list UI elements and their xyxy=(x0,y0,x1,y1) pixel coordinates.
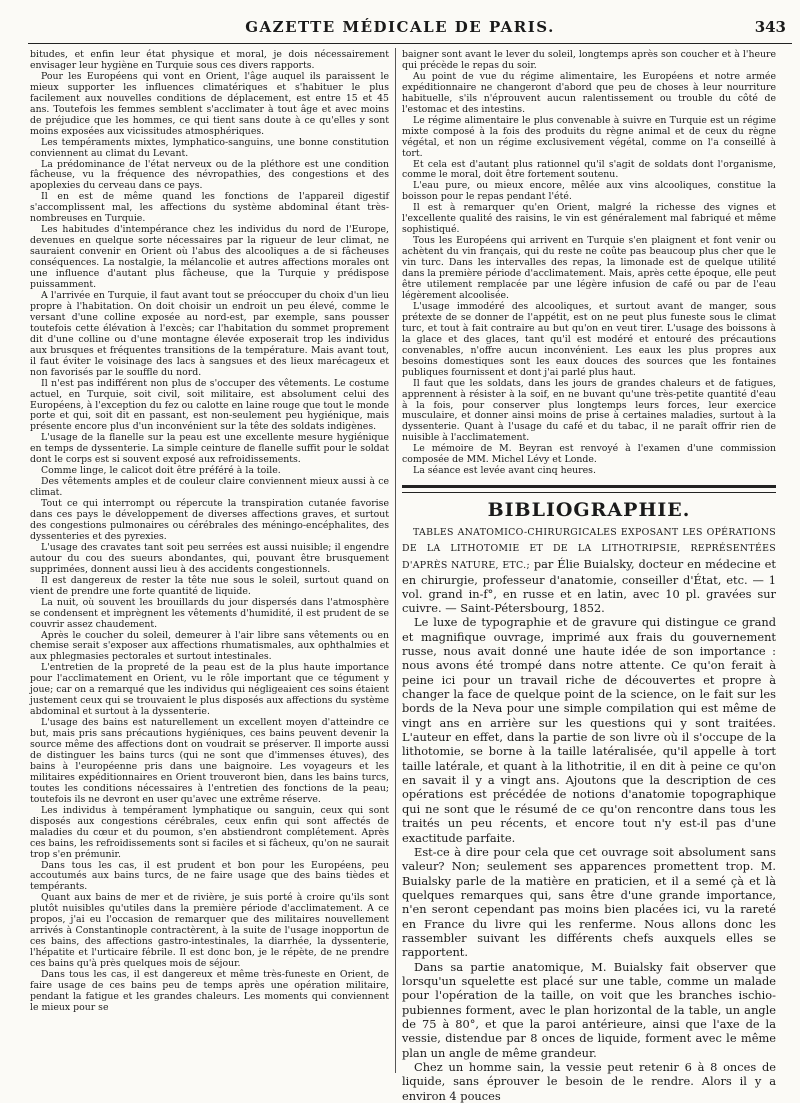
right-column xyxy=(402,49,776,1103)
paragraph: Tous les Européens qui arrivent en Turquie s'en plaignent et font venir ou achètent du vin français, qui du reste ne coûte pas beaucoup plus cher que le vin turc. Dans les intervalles des repas, la limonade est de quelque utilité dans la première période d'acclimatement. Mais, après cette époque, elle peut être utilement remplacée par une légère infusion de café ou par de l'eau légèrement alcoolisée. xyxy=(402,235,776,301)
paragraph: Il en est de même quand les fonctions de l'appareil digestif s'accomplissent mal, les affections du système abdominal étant très-nombreuses en Turquie. xyxy=(30,191,389,225)
paragraph: Au point de vue du régime alimentaire, les Européens et notre armée expéditionnaire ne changeront d'abord que peu de choses à leur nourriture habituelle, s'ils n'éprouvent aucun ralentissement ou trouble du côté de l'estomac et des intestins. xyxy=(402,70,776,115)
paragraph: L'usage immodéré des alcooliques, et surtout avant de manger, sous prétexte de se donner de l'appétit, est on ne peut plus funeste sous le climat turc, et tout à fait contraire au but qu'on en veut tirer. L'usage des boissons à la glace et des glaces, tant qu'il est modéré et entouré des précautions convenables, n'offre aucun inconvénient. Les eaux les plus propres aux besoins domestiques sont les eaux douces des sources que les fontaines publiques fournissent et dont j'ai parlé plus haut. xyxy=(402,300,776,378)
bibliography-reference xyxy=(402,524,776,615)
paragraph: Et cela est d'autant plus rationnel qu'il s'agit de soldats dont l'organisme, comme le moral, doit être fortement soutenu. xyxy=(402,158,776,181)
bibliography-body xyxy=(402,615,776,1103)
paragraph: Comme linge, le calicot doit être préféré à la toile. xyxy=(41,465,281,477)
page-number: 343 xyxy=(754,18,786,36)
paragraph: Le luxe de typographie et de gravure qui distingue ce grand et magnifique ouvrage, imprimé aux frais du gouvernement russe, nous avait donné une haute idée de son importance : nous avons été trompé dans notre attente. Ce qu'on ferait à peine ici pour un travail riche de découvertes et propre à changer la face de quelque point de la science, on le fait sur les bords de la Neva pour une simple compilation qui est même de vingt ans en arrière sur les questions qui y sont traitées. L'auteur en effet, dans la partie de son livre où il s'occupe de la lithotomie, se borne à la taille latéralisée, qu'il appelle à tort taille latérale, et quant à la lithotritie, il en dit à peine ce qu'on en savait il y a vingt ans. Ajoutons que la description de ces opérations est précédée de notions d'anatomie topographique qui ne sont que le résumé de ce qu'on rencontre dans tous les traités un peu récents, et encore tout n'y est-il pas d'une exactitude parfaite. xyxy=(402,615,776,845)
paragraph: Il n'est pas indifférent non plus de s'occuper des vêtements. Le costume actuel, en Turquie, soit civil, soit militaire, est absolument celui des Européens, à l'exception du fez ou calotte en laine rouge que tout le monde porte et qui, soit dit en passant, est non-seulement peu hygiénique, mais présente encore plus d'un inconvénient sur la tête des soldats indigènes. xyxy=(30,377,389,433)
paragraph: L'eau pure, ou mieux encore, mêlée aux vins alcooliques, constitue la boisson pour le repas pendant l'été. xyxy=(402,180,776,203)
column-divider xyxy=(395,48,396,1073)
paragraph: Il est dangereux de rester la tête nue sous le soleil, surtout quand on vient de prendre une forte quantité de liquide. xyxy=(30,574,389,597)
paragraph: L'usage des bains est naturellement un excellent moyen d'atteindre ce but, mais pris sans précautions hygiéniques, ces bains peuvent devenir la source même des affections dont on voudrait se préserver. Il importe aussi de distinguer les bains turcs (qui ne sont que d'immenses étuves), des bains à l'européenne pris dans une baignoire. Les voyageurs et les militaires expéditionnaires en Orient trouveront bien, dans les bains turcs, toutes les conditions nécessaires à l'entretien des fonctions de la peau; toutefois ils ne devront en user qu'avec une extrême réserve. xyxy=(30,717,389,805)
paragraph: La prédominance de l'état nerveux ou de la pléthore est une condition fâcheuse, vu la fréquence des névropathies, des congestions et des apoplexies du cerveau dans ce pays. xyxy=(30,158,389,192)
paragraph: Pour les Européens qui vont en Orient, l'âge auquel ils paraissent le mieux supporter les influences climatériques et s'habituer le plus facilement aux nouvelles conditions de déplacement, est entre 15 et 45 ans. Toutefois les femmes semblent s'acclimater à tout âge et avec moins de préjudice que les hommes, ce qui tient sans doute à ce qu'elles y sont moins exposées aux vicissitudes atmosphériques. xyxy=(30,70,389,137)
section-rule xyxy=(402,485,776,488)
paragraph: Après le coucher du soleil, demeurer à l'air libre sans vêtements ou en chemise serait s'exposer aux affections rhumatismales, aux ophthalmies et aux phlegmasies pectorales et surtout intestinales. xyxy=(30,629,389,663)
paragraph: Dans tous les cas, il est prudent et bon pour les Européens, peu accoutumés aux bains turcs, de ne faire usage que des bains tièdes et tempérants. xyxy=(30,859,389,893)
paragraph: baigner sont avant le lever du soleil, longtemps après son coucher et à l'heure qui précède le repas du soir. xyxy=(402,49,776,71)
reference-title: TABLES ANATOMICO-CHIRURGICALES EXPOSANT LES OPÉRATIONS DE LA LITHOTOMIE ET DE LA LITHOTRIPSIE, REPRÉSENTÉES D'APRÈS NATURE, ETC.; xyxy=(402,527,776,571)
paragraph: A l'arrivée en Turquie, il faut avant tout se préoccuper du choix d'un lieu propre à l'habitation. On doit choisir un endroit un peu élevé, comme le versant d'une colline exposée au nord-est, par exemple, sans pousser toutefois cette élévation à l'excès; car l'habitation du sommet proprement dit d'une colline ou d'une montagne élevée exposerait trop les individus aux brusques et fréquentes transitions de la température. Mais avant tout, il faut éviter le voisinage des lacs à sangsues et des lieux marécageux et non favorisés par le souffle du nord. xyxy=(30,289,389,378)
paragraph: Est-ce à dire pour cela que cet ouvrage soit absolument sans valeur? Non; seulement ses apparences promettent trop. M. Buialsky parle de la matière en praticien, et il a semé çà et là quelques remarques qui, sans être d'une grande importance, n'en seront cependant pas moins bien placées ici, vu la rareté en France du livre qui les renferme. Nous allons donc les rassembler suivant les différents chefs auxquels elles se rapportent. xyxy=(402,844,776,960)
journal-title: GAZETTE MÉDICALE DE PARIS. xyxy=(245,18,555,36)
paragraph: Des vêtements amples et de couleur claire conviennent mieux aussi à ce climat. xyxy=(30,476,389,499)
paragraph: Dans sa partie anatomique, M. Buialsky fait observer que lorsqu'un squelette est placé sur une table, comme un malade pour l'opération de la taille, on voit que les branches ischio-pubiennes forment, avec le plan horizontal de la table, un angle de 75 à 80°, et que la paroi antérieure, ainsi que l'axe de la vessie, distendue par 8 onces de liquide, forment avec le même plan un angle de même grandeur. xyxy=(402,959,776,1060)
paragraph: Les individus à tempérament lymphatique ou sanguin, ceux qui sont disposés aux congestions cérébrales, ceux enfin qui sont affectés de maladies du cœur et du poumon, s'en abstiendront complétement. Après ces bains, les refroidissements sont si faciles et si fâcheux, qu'on ne saurait trop s'en prémunir. xyxy=(30,804,390,860)
paragraph: Dans tous les cas, il est dangereux et même très-funeste en Orient, de faire usage de ces bains peu de temps après une opération militaire, pendant la fatigue et les grandes chaleurs. Les moments qui conviennent le mieux pour se xyxy=(30,969,389,1013)
page-header xyxy=(0,18,800,42)
paragraph: Les habitudes d'intempérance chez les individus du nord de l'Europe, devenues en quelque sorte nécessaires par la rigueur de leur climat, ne sauraient convenir en Orient où l'abus des alcooliques a de si fâcheuses conséquences. La nostalgie, la mélancolie et autres affections morales ont une influence d'autant plus fâcheuse, que la Turquie y prédispose puissamment. xyxy=(30,224,389,291)
paragraph: Tout ce qui interrompt ou répercute la transpiration cutanée favorise dans ces pays le développement de diverses affections graves, et surtout des congestions pulmonaires ou cérébrales des méningo-encéphalites, des dyssenteries et des pyrexies. xyxy=(30,498,389,542)
left-column xyxy=(30,50,389,1070)
reference-details: par Élie Buialsky, docteur en médecine et en chirurgie, professeur d'anatomie, conseiller d'État, etc. — 1 vol. grand in-f°, en russe et en latin, avec 10 pl. gravées sur cuivre. — Saint-Pétersbourg, 1852. xyxy=(402,556,776,616)
paragraph: Il faut que les soldats, dans les jours de grandes chaleurs et de fatigues, apprennent à résister à la soif, en ne buvant qu'une très-petite quantité d'eau à la fois, pour conserver plus longtemps leurs forces, leur exercice musculaire, et donner ainsi moins de prise à certaines maladies, surtout à la dyssenterie. Quant à l'usage du café et du tabac, il ne paraît offrir rien de nuisible à l'acclimatement. xyxy=(402,377,776,444)
paragraph: bitudes, et enfin leur état physique et moral, je dois nécessairement envisager leur hygiène en Turquie sous ces divers rapports. xyxy=(30,49,389,71)
paragraph: L'usage des cravates tant soit peu serrées est aussi nuisible; il engendre autour du cou des sueurs abondantes, qui, pouvant être brusquement supprimées, donnent aussi lieu à des accidents congestionnels. xyxy=(30,541,389,575)
paragraph: Il est à remarquer qu'en Orient, malgré la richesse des vignes et l'excellente qualité des raisins, le vin est généralement mal fabriqué et même sophistiqué. xyxy=(402,202,776,236)
paragraph: Les tempéraments mixtes, lymphatico-sanguins, une bonne constitution conviennent au climat du Levant. xyxy=(30,136,389,159)
paragraph: La séance est levée avant cinq heures. xyxy=(413,465,596,477)
bibliography-heading: BIBLIOGRAPHIE. xyxy=(487,499,691,522)
paragraph: Le régime alimentaire le plus convenable à suivre en Turquie est un régime mixte composé à la fois des produits du règne animal et de ceux du règne végétal, et non un régime exclusivement végétal, comme on l'a conseillé à tort. xyxy=(402,114,776,159)
paragraph: Le mémoire de M. Beyran est renvoyé à l'examen d'une commission composée de MM. Michel Lévy et Londe. xyxy=(402,443,776,466)
paragraph: L'entretien de la propreté de la peau est de la plus haute importance pour l'acclimatement en Orient, vu le rôle important que ce tégument y joue; car on a remarqué que les individus qui négligeaient ces soins étaient justement ceux qui se trouvaient le plus disposés aux affections du système abdominal et surtout à la dyssenterie. xyxy=(30,662,389,718)
paragraph: La nuit, où souvent les brouillards du jour dispersés dans l'atmosphère se condensent et imprègnent les vêtements d'humidité, il est prudent de se couvrir assez chaudement. xyxy=(30,596,389,630)
header-rule xyxy=(28,43,792,44)
paragraph: L'usage de la flanelle sur la peau est une excellente mesure hygiénique en temps de dyssenterie. La simple ceinture de flanelle suffit pour le soldat dont le corps est si souvent exposé aux refroidissements. xyxy=(30,432,389,466)
paragraph: Quant aux bains de mer et de rivière, je suis porté à croire qu'ils sont plutôt nuisibles qu'utiles dans la première période d'acclimatement. A ce propos, j'ai eu l'occasion de remarquer que des militaires nouvellement arrivés à Constantinople contractèrent, à la suite de l'usage inopportun de ces bains, des affections gastro-intestinales, la diarrhée, la dyssenterie, l'hépatite et l'urticaire fébrile. Il est donc bon, je le répète, de ne prendre ces bains qu'à près quelques mois de séjour. xyxy=(30,892,389,970)
paragraph: Chez un homme sain, la vessie peut retenir 6 à 8 onces de liquide, sans éprouver le besoin de le rendre. Alors il y a environ 4 pouces xyxy=(402,1060,776,1103)
section-rule-thin xyxy=(402,492,776,493)
